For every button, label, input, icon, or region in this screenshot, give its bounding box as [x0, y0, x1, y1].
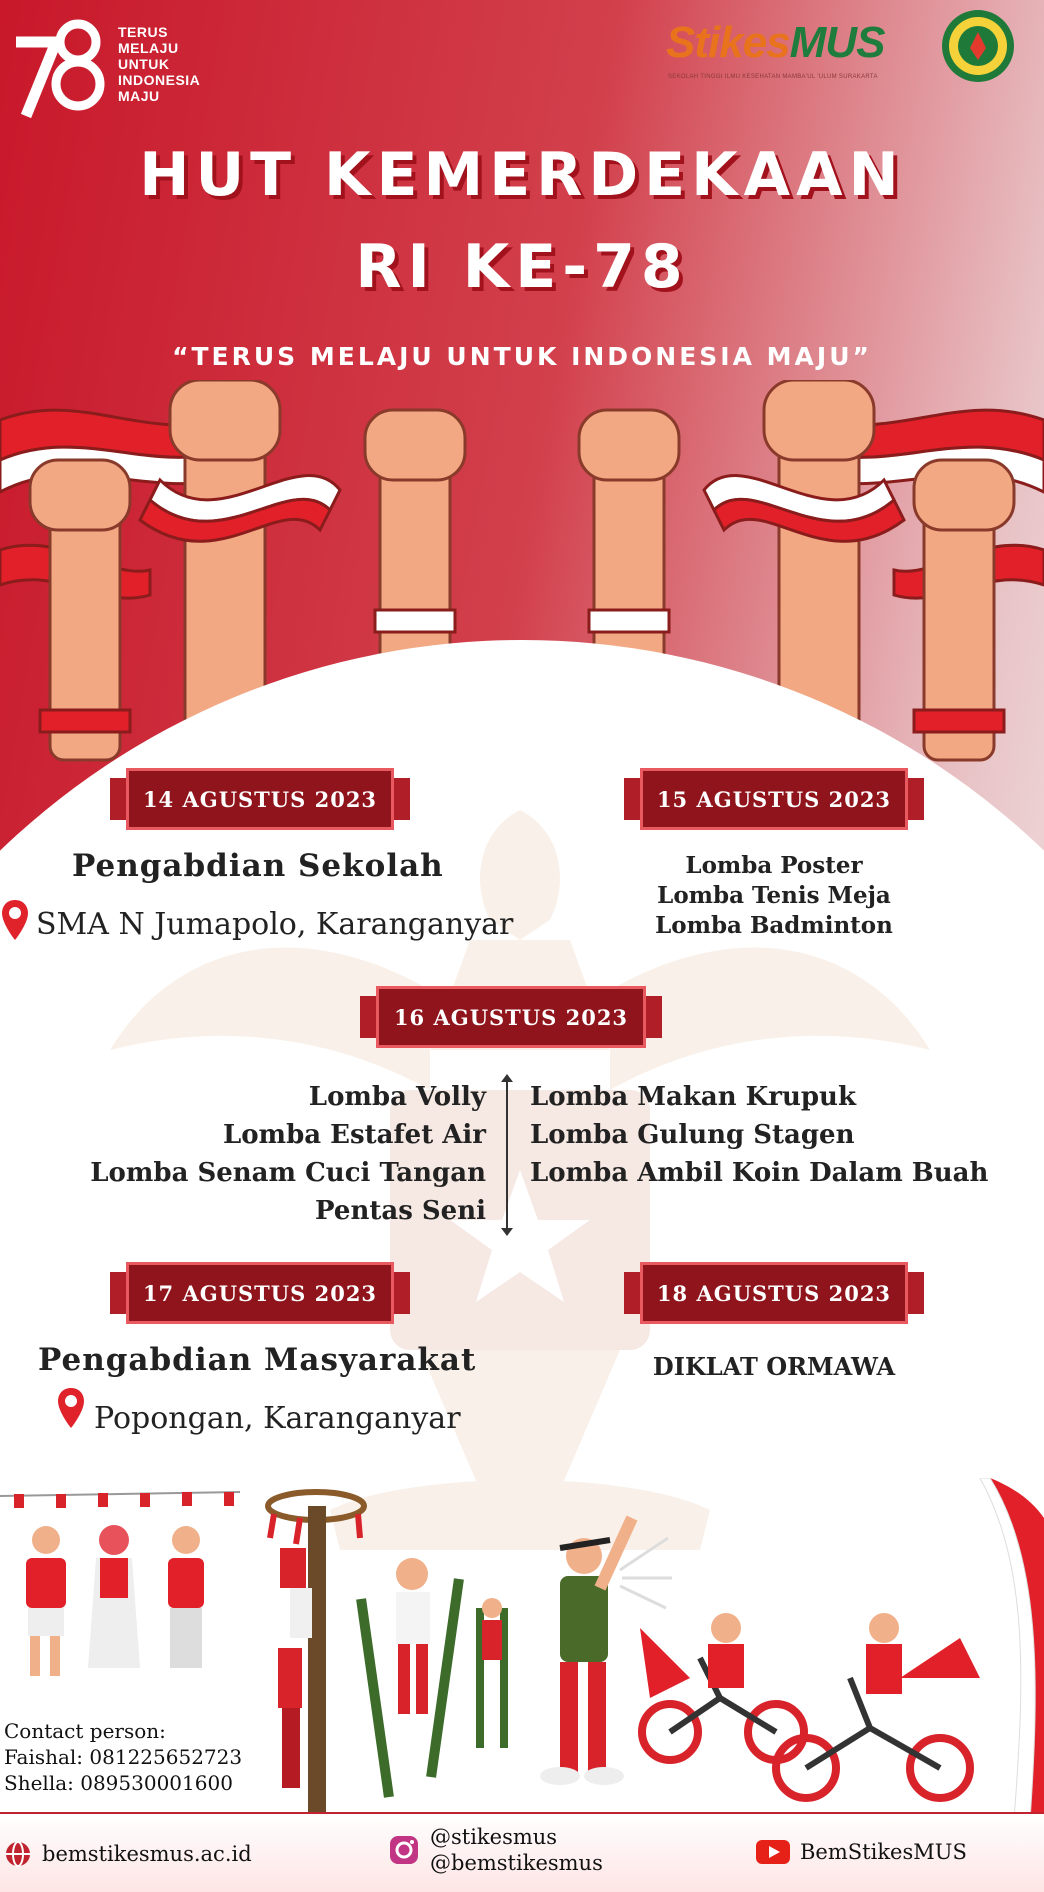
org-name-part2: MUS: [789, 18, 885, 67]
event-18-title: DIKLAT ORMAWA: [652, 1352, 896, 1381]
globe-icon: [4, 1840, 32, 1868]
stikesmus-logo: [666, 18, 884, 68]
instagram-handle: @bemstikesmus: [430, 1851, 603, 1875]
org-subtitle: SEKOLAH TINGGI ILMU KESEHATAN MAMBA'UL 'ULUM SURAKARTA: [668, 74, 878, 80]
youtube-link[interactable]: [756, 1840, 967, 1864]
event-14-title: Pengabdian Sekolah: [72, 848, 444, 884]
event-17-location: Popongan, Karanganyar: [94, 1401, 461, 1436]
event-15-list: [614, 851, 934, 941]
website-text: bemstikesmus.ac.id: [42, 1842, 252, 1866]
date-badge-17: [110, 1262, 410, 1324]
instagram-link[interactable]: [388, 1824, 603, 1876]
youtube-icon: [756, 1840, 790, 1864]
instagram-handle: @stikesmus: [430, 1825, 558, 1849]
contact-block: [4, 1718, 242, 1796]
list-item: Lomba Badminton: [655, 912, 893, 939]
list-item: Lomba Senam Cuci Tangan: [90, 1158, 486, 1188]
list-item: Lomba Estafet Air: [222, 1120, 486, 1150]
list-item: Lomba Makan Krupuk: [530, 1082, 856, 1112]
date-label: 16 AGUSTUS 2023: [376, 986, 646, 1048]
main-title-line1: HUT KEMERDEKAAN: [139, 140, 905, 210]
tagline: “TERUS MELAJU UNTUK INDONESIA MAJU”: [172, 342, 872, 371]
date-label: 18 AGUSTUS 2023: [640, 1262, 908, 1324]
event-17-title: Pengabdian Masyarakat: [38, 1342, 477, 1378]
list-item: Pentas Seni: [315, 1196, 486, 1226]
date-label: 14 AGUSTUS 2023: [126, 768, 394, 830]
date-badge-16: [360, 986, 662, 1048]
event-14-location: SMA N Jumapolo, Karanganyar: [36, 907, 514, 942]
location-pin-icon: [0, 898, 30, 942]
date-badge-18: [624, 1262, 924, 1324]
slogan-line: TERUS: [118, 24, 168, 40]
column-divider: [506, 1080, 508, 1230]
location-pin-icon: [56, 1386, 86, 1430]
website-link[interactable]: [4, 1840, 252, 1868]
slogan-line: MELAJU: [118, 40, 179, 56]
main-title-line2: RI KE-78: [355, 232, 689, 302]
logo-slogan: [118, 24, 200, 104]
footer: [0, 1812, 1044, 1892]
hut-78-logo: [12, 12, 112, 122]
campus-seal-icon: [940, 8, 1016, 84]
contact-person: Faishal: 081225652723: [4, 1745, 243, 1769]
list-item: Lomba Poster: [685, 852, 863, 879]
contact-heading: Contact person:: [4, 1719, 166, 1743]
list-item: Lomba Volly: [308, 1082, 486, 1112]
event-16-right-list: [530, 1078, 988, 1192]
list-item: Lomba Gulung Stagen: [530, 1120, 855, 1150]
slogan-line: MAJU: [118, 88, 160, 104]
date-badge-15: [624, 768, 924, 830]
date-badge-14: [110, 768, 410, 830]
instagram-icon: [388, 1834, 420, 1866]
list-item: Lomba Ambil Koin Dalam Buah: [530, 1158, 989, 1188]
slogan-line: UNTUK: [118, 56, 170, 72]
event-16-left-list: [20, 1078, 486, 1230]
date-label: 15 AGUSTUS 2023: [640, 768, 908, 830]
youtube-text: BemStikesMUS: [800, 1840, 967, 1864]
contact-person: Shella: 089530001600: [4, 1771, 233, 1795]
date-label: 17 AGUSTUS 2023: [126, 1262, 394, 1324]
slogan-line: INDONESIA: [118, 72, 201, 88]
list-item: Lomba Tenis Meja: [657, 882, 891, 909]
org-name-part1: Stikes: [666, 18, 790, 67]
